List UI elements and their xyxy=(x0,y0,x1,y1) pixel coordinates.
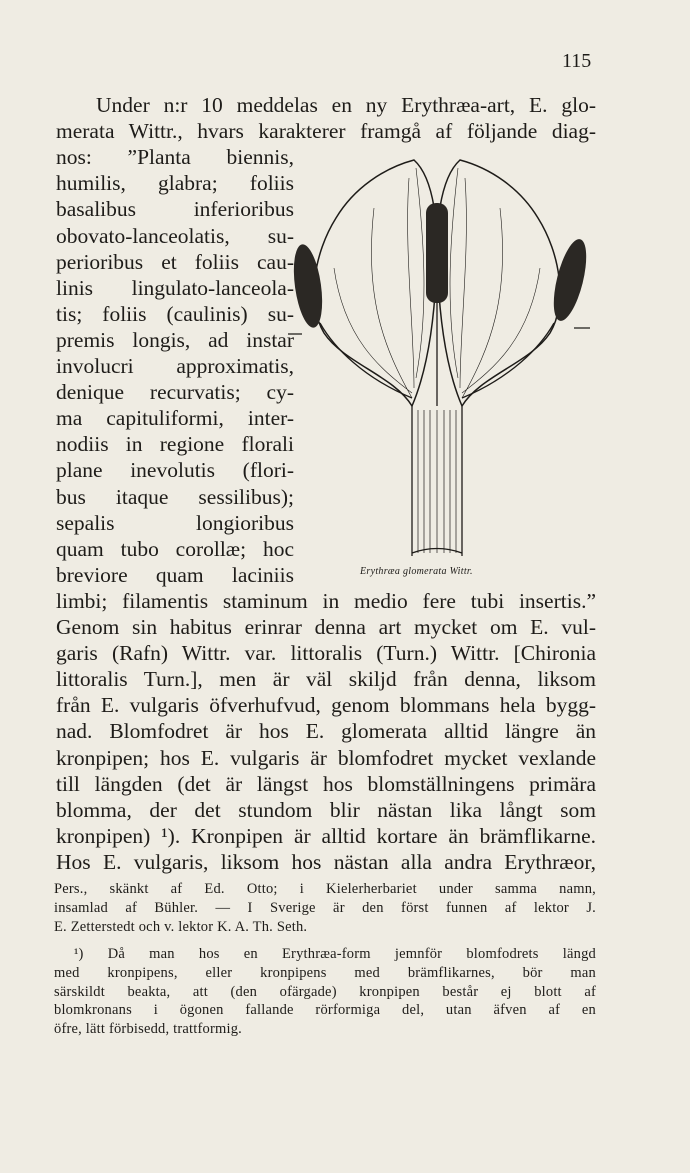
body-line: blomma, der det stundom blir nästan lika långt som xyxy=(56,797,596,822)
body-line: denique recurvatis; cy- xyxy=(56,380,294,405)
body-line: kronpipen) ¹). Kronpipen är alltid kortare än brämflikarne. xyxy=(56,823,596,848)
footnote-line: Pers., skänkt af Ed. Otto; i Kielerherbariet under samma namn, xyxy=(54,881,596,897)
body-line: nodiis in regione florali xyxy=(56,432,294,457)
body-line: premis longis, ad instar xyxy=(56,327,294,352)
body-line: kronpipen; hos E. vulgaris är blomfodret mycket vexlande xyxy=(56,745,596,770)
body-line: basalibus inferioribus xyxy=(56,197,294,222)
body-line: bus itaque sessilibus); xyxy=(56,484,294,509)
body-line: littoralis Turn.], men är väl skiljd från denna, liksom xyxy=(56,667,596,692)
footnote-line: ¹) Då man hos en Erythræa-form jemnför blomfodrets längd xyxy=(74,945,596,962)
body-line: limbi; filamentis staminum in medio fere tubi insertis.” xyxy=(56,588,596,613)
body-line: Under n:r 10 meddelas en ny Erythræa-art, E. glo- xyxy=(96,93,596,117)
footnote-line: E. Zetterstedt och v. lektor K. A. Th. Seth. xyxy=(54,918,308,935)
body-line: ma capituliformi, inter- xyxy=(56,406,294,431)
body-line: obovato-lanceolatis, su- xyxy=(56,223,294,248)
body-line: Genom sin habitus erinrar denna art mycket om E. vul- xyxy=(56,615,596,639)
body-line: från E. vulgaris öfverhufvud, genom blommans hela bygg- xyxy=(56,693,596,718)
body-line: till längden (det är längst hos blomställningens primära xyxy=(56,771,596,796)
body-line: nad. Blomfodret är hos E. glomerata alltid längre än xyxy=(56,719,596,744)
footnote-line: särskildt beakta, att (den ofärgade) kronpipen består ej blott af xyxy=(54,983,596,1000)
body-line: Hos E. vulgaris, liksom hos nästan alla andra Erythræor, xyxy=(56,849,596,874)
body-line: plane inevolutis (flori- xyxy=(56,458,294,483)
body-line: nos: ”Planta biennis, xyxy=(56,145,294,170)
body-line: involucri approximatis, xyxy=(56,354,294,378)
body-line: linis lingulato-lanceola- xyxy=(56,275,294,300)
body-line: garis (Rafn) Wittr. var. littoralis (Turn.) Wittr. [Chironia xyxy=(56,641,596,666)
footnote-line: med kronpipens, eller kronpipens med brämflikarnes, bör man xyxy=(54,964,596,981)
footnote-line: insamlad af Bühler. — I Sverige är den först funnen af lektor J. xyxy=(54,899,596,916)
body-line: sepalis longioribus xyxy=(56,510,294,535)
body-line: merata Wittr., hvars karakterer framgå af följande diag- xyxy=(56,119,596,144)
body-line: quam tubo corollæ; hoc xyxy=(56,536,294,561)
figure-caption: Erythræa glomerata Wittr. xyxy=(360,566,473,577)
footnote-line: öfre, lätt förbisedd, trattformig. xyxy=(54,1021,242,1038)
body-line: tis; foliis (caulinis) su- xyxy=(56,301,294,326)
footnote-line: blomkronans i ögonen fallande rörformiga del, utan äfven af en xyxy=(54,1002,596,1019)
body-line: perioribus et foliis cau- xyxy=(56,249,294,274)
flower-illustration xyxy=(284,148,596,568)
page-number: 115 xyxy=(562,50,592,72)
body-line: breviore quam laciniis xyxy=(56,562,294,587)
body-line: humilis, glabra; foliis xyxy=(56,171,294,196)
